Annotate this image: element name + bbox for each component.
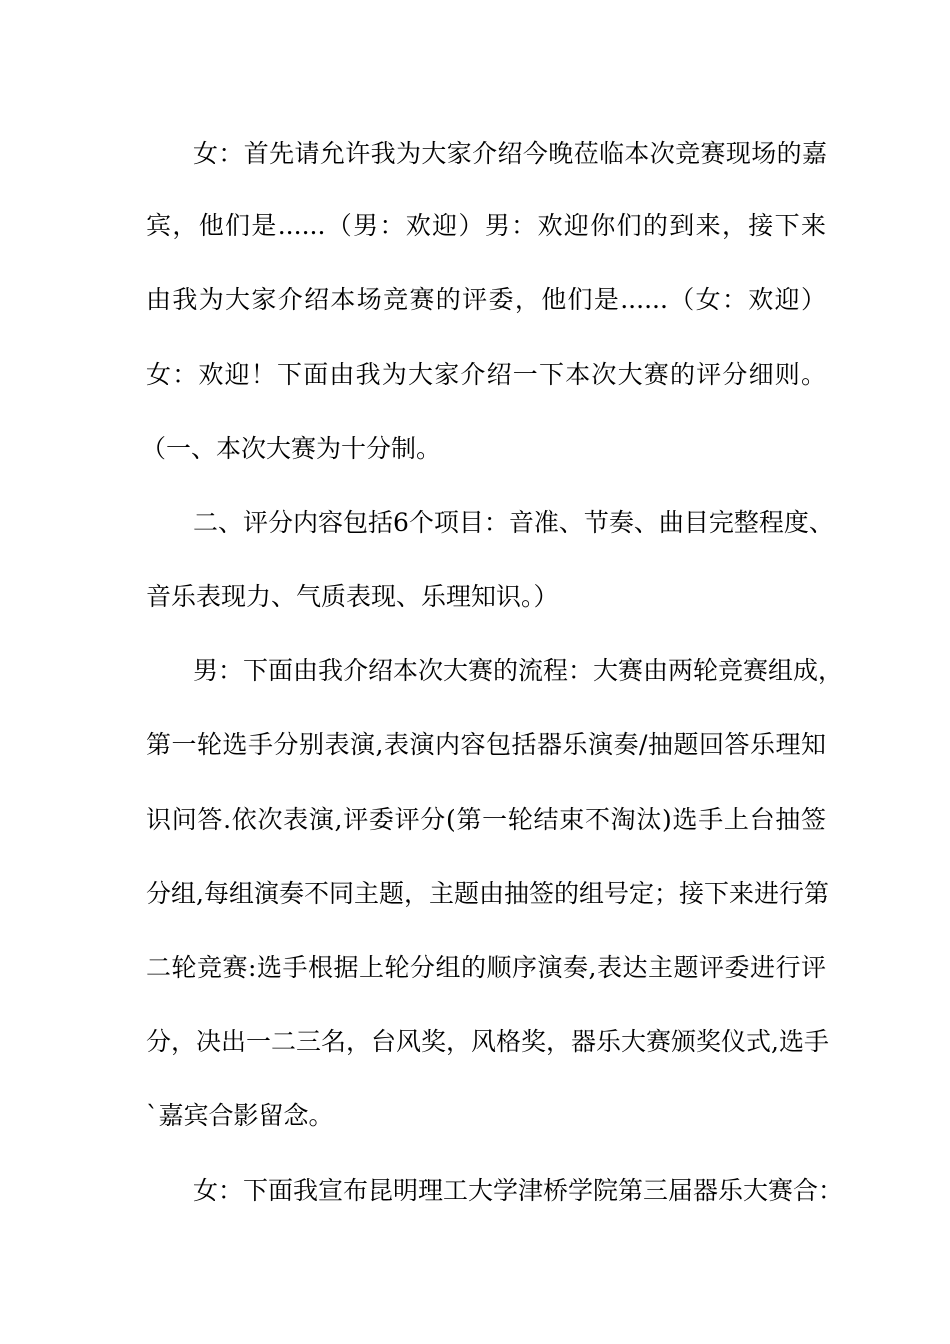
text-line: 第一轮选手分别表演,表演内容包括器乐演奏/抽题回答乐理知 [146, 730, 826, 759]
text-line: （一、本次大赛为十分制。 [141, 434, 442, 463]
text-line: 识问答.依次表演,评委评分(第一轮结束不淘汰)选手上台抽签 [146, 805, 826, 834]
text-line: 二轮竞赛:选手根据上轮分组的顺序演奏,表达主题评委进行评 [146, 953, 826, 982]
text-line: `嘉宾合影留念。 [146, 1101, 334, 1130]
text-line: 女：欢迎！下面由我为大家介绍一下本次大赛的评分细则。 [146, 360, 826, 389]
text-line: 宾，他们是......（男：欢迎）男：欢迎你们的到来，接下来 [146, 211, 826, 240]
text-line: 二、评分内容包括6个项目：音准、节奏、曲目完整程度、 [193, 508, 834, 537]
text-line: 由我为大家介绍本场竞赛的评委，他们是......（女：欢迎） [146, 285, 826, 314]
text-line: 音乐表现力、气质表现、乐理知识。） [146, 582, 559, 611]
text-line: 女：下面我宣布昆明理工大学津桥学院第三届器乐大赛合： [193, 1176, 844, 1205]
text-line: 女：首先请允许我为大家介绍今晚莅临本次竞赛现场的嘉 [193, 139, 827, 168]
text-line: 男：下面由我介绍本次大赛的流程：大赛由两轮竞赛组成， [193, 656, 844, 685]
text-line: 分组,每组演奏不同主题，主题由抽签的组号定；接下来进行第 [146, 879, 829, 908]
text-line: 分，决出一二三名，台风奖，风格奖，器乐大赛颁奖仪式,选手 [146, 1027, 829, 1056]
